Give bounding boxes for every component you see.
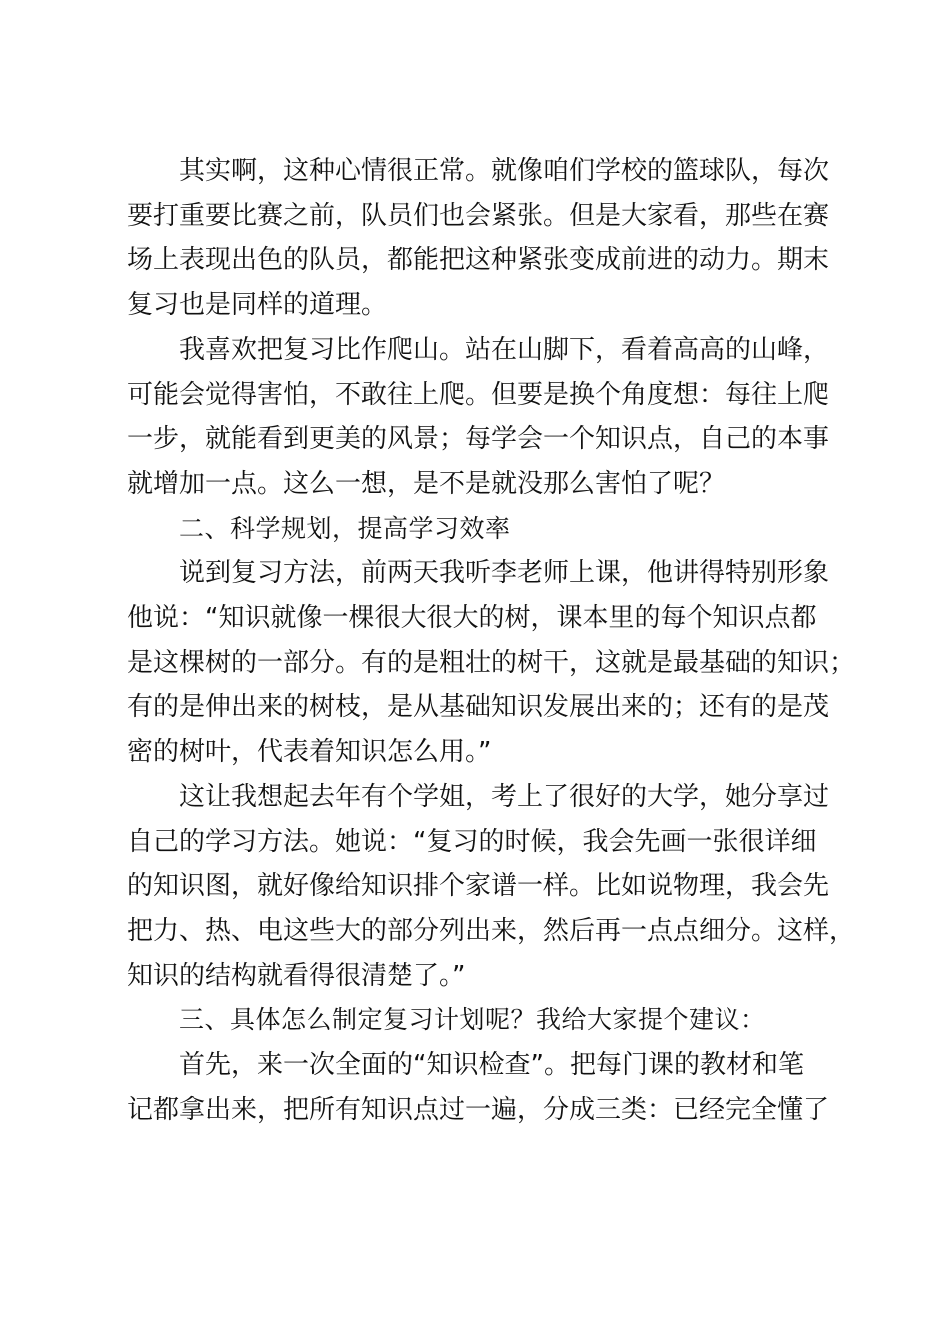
- text-line: 密的树叶，代表着知识怎么用。”: [127, 737, 492, 768]
- heading-text: 三、具体怎么制定复习计划呢？我给大家提个建议：: [179, 1005, 766, 1035]
- text-line: 这让我想起去年有个学姐，考上了很好的大学，她分享过: [179, 781, 830, 812]
- text-line: 的知识图，就好像给知识排个家谱一样。比如说物理，我会先: [127, 871, 830, 902]
- text-line: 我喜欢把复习比作爬山。站在山脚下，看着高高的山峰，: [179, 334, 830, 365]
- text-line: 自己的学习方法。她说：“复习的时候，我会先画一张很详细: [127, 826, 817, 857]
- paragraph: [127, 328, 842, 507]
- text-line: 把力、热、电这些大的部分列出来，然后再一点点细分。这样，: [127, 915, 856, 946]
- section-heading: [127, 507, 842, 552]
- text-line: 就增加一点。这么一想，是不是就没那么害怕了呢？: [127, 468, 726, 499]
- paragraph: [127, 551, 856, 775]
- text-line: 首先，来一次全面的“知识检查”。把每门课的教材和笔: [179, 1050, 804, 1081]
- text-line: 知识的结构就看得很清楚了。”: [127, 960, 466, 991]
- text-line: 记都拿出来，把所有知识点过一遍，分成三类：已经完全懂了: [127, 1094, 830, 1125]
- text-line: 他说：“知识就像一棵很大很大的树，课本里的每个知识点都: [127, 603, 817, 634]
- paragraph: [127, 149, 842, 328]
- text-line: 是这棵树的一部分。有的是粗壮的树干，这就是最基础的知识；: [127, 647, 856, 678]
- document-body: [127, 149, 856, 1132]
- text-line: 有的是伸出来的树枝，是从基础知识发展出来的；还有的是茂: [127, 692, 830, 723]
- text-line: 场上表现出色的队员，都能把这种紧张变成前进的动力。期末: [127, 245, 830, 276]
- text-line: 其实啊，这种心情很正常。就像咱们学校的篮球队，每次: [179, 156, 830, 186]
- text-line: 复习也是同样的道理。: [127, 290, 388, 321]
- paragraph: [127, 1043, 842, 1132]
- text-line: 要打重要比赛之前，队员们也会紧张。但是大家看，那些在赛: [127, 200, 830, 231]
- heading-text: 二、科学规划，提高学习效率: [179, 513, 511, 543]
- section-heading: [127, 998, 842, 1043]
- text-line: 一步，就能看到更美的风景；每学会一个知识点，自己的本事: [127, 424, 830, 455]
- text-line: 可能会觉得害怕，不敢往上爬。但要是换个角度想：每往上爬: [127, 379, 830, 410]
- text-line: 说到复习方法，前两天我听李老师上课，他讲得特别形象: [179, 558, 830, 589]
- paragraph: [127, 775, 856, 999]
